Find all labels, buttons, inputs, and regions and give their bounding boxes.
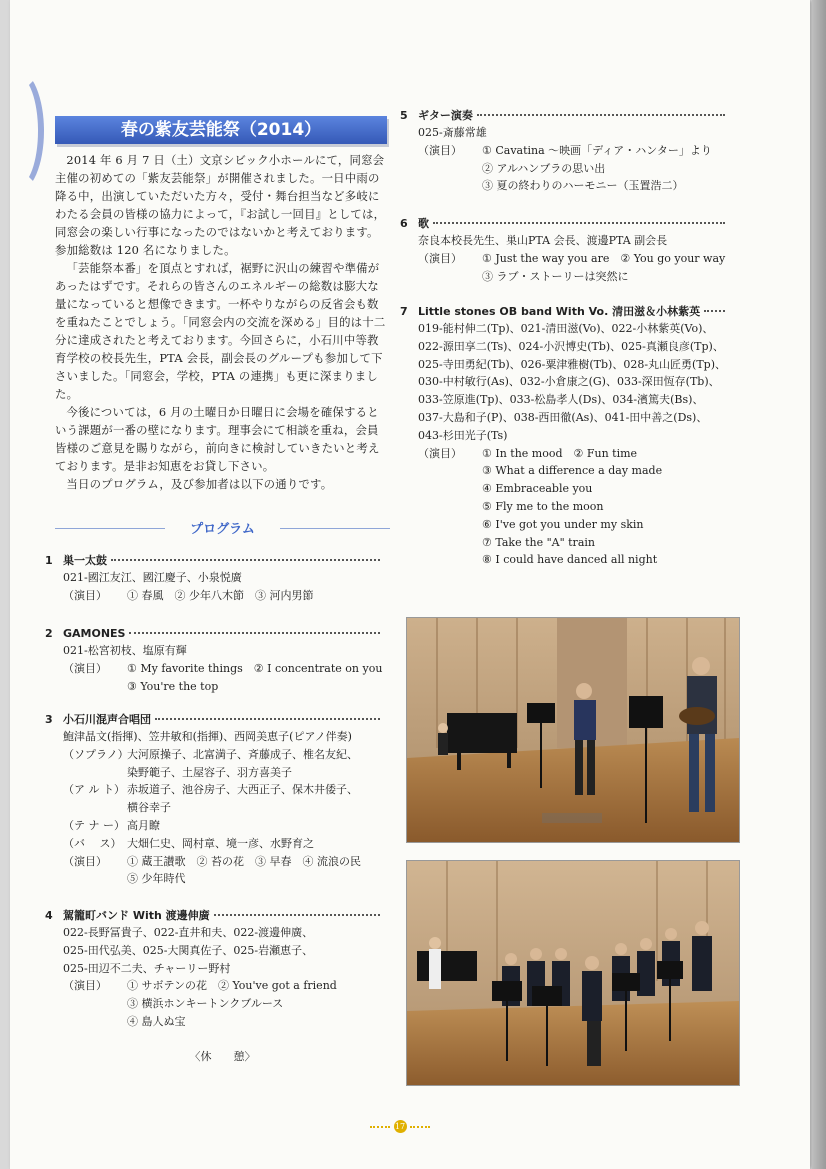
section-title: 駕籠町バンド With 渡邊伸廣 (63, 909, 210, 922)
section-line (63, 781, 380, 799)
section-body (45, 569, 380, 605)
section-line (418, 177, 725, 195)
section-line (418, 356, 725, 374)
section-line (63, 764, 380, 782)
section-number: 5 (400, 109, 408, 122)
section-line (418, 232, 725, 250)
section-header (45, 626, 380, 642)
section-dot-leader (704, 310, 725, 316)
program-heading (55, 518, 390, 538)
line-text: ④ 島人ぬ宝 (127, 1014, 186, 1028)
line-label: （演目） (63, 661, 107, 675)
section-line (418, 551, 725, 569)
section-line (63, 728, 380, 746)
line-text: 022-長野冨貴子、022-直井和夫、022-渡邊伸廣、 (63, 926, 314, 939)
line-text: 鮑津晶文(指揮)、笠井敏和(指揮)、西岡美恵子(ピアノ伴奏) (63, 730, 352, 743)
section-line (418, 516, 725, 534)
article-body (55, 151, 390, 493)
line-text: ① 蔵王讃歌 ② 苔の花 ③ 早春 ④ 流浪の民 (127, 854, 361, 868)
article-paragraph: 2014 年 6 月 7 日（土）文京シビック小ホールにて，同窓会主催の初めての「紫友芸能祭」が開催されました。一日中雨の降る中，出演していただいた方々，受付・舞台担当など多岐にわたる会員の皆様の協力によって，『お試し一回目』としては，同窓会の楽しい行事になったのではないかと考えております。参加総数は 120 名になりました。 (55, 153, 386, 257)
line-text: 025-田代弘美、025-大関真佐子、025-岩瀬恵子、 (63, 943, 314, 957)
section-header (400, 216, 725, 232)
line-text: 赤坂道子、池谷房子、大西正子、保木井倭子、 (127, 783, 358, 797)
program-section (400, 304, 725, 569)
section-header (45, 908, 380, 924)
program-section (45, 626, 383, 695)
article-paragraph: 今後については，6 月の土曜日か日曜日に会場を確保するという課題が一番の壁になります。理事会にて相談を重ね，会員皆様のご意見を賜りながら，前向きに検討していきたいと考えております。是非お知恵をお貸し下さい。 (55, 405, 380, 473)
section-number: 1 (45, 554, 53, 567)
section-title: Little stones OB band With Vo. 清田滋＆小林紫英 (418, 305, 701, 318)
page-decoration (0, 70, 44, 192)
section-title: 巣一太鼓 (63, 554, 107, 567)
section-dot-leader (214, 914, 380, 920)
intermission-label: 〈休 憩〉 (189, 1050, 256, 1063)
line-label: （演目） (63, 979, 107, 993)
section-body (45, 728, 380, 888)
line-text: 021-國江友江、國江慶子、小泉悦廣 (63, 571, 242, 584)
line-label: （ア ル ト） (63, 783, 125, 797)
line-text: ⑤ 少年時代 (127, 872, 186, 886)
section-line (418, 160, 725, 178)
section-body (45, 924, 380, 1031)
line-label: （演目） (63, 854, 107, 868)
section-number: 7 (400, 305, 408, 318)
section-line (418, 409, 725, 427)
section-line (63, 678, 380, 696)
line-text: ⑧ I could have danced all night (482, 553, 658, 567)
line-text: ③ What a difference a day made (482, 464, 663, 478)
line-text: 030-中村敏行(As)、032-小倉康之(G)、033-深田恆存(Tb)、 (418, 375, 720, 389)
page-number: 17 (394, 1122, 406, 1131)
section-line (418, 124, 725, 142)
line-text: 染野範子、土屋容子、羽方喜美子 (127, 765, 292, 779)
section-body (400, 232, 725, 285)
program-section (400, 216, 725, 285)
line-label: （ソプラノ） (63, 747, 129, 761)
line-text: 大畑仁史、岡村章、境一彦、水野育之 (127, 836, 314, 850)
section-number: 4 (45, 909, 53, 922)
line-label: （演目） (418, 251, 462, 265)
section-body (400, 124, 725, 195)
line-text: ③ 横浜ホンキートンクブルース (127, 997, 284, 1011)
footer-dots-right (410, 1126, 430, 1128)
line-text: 025-斎藤常雄 (418, 126, 487, 139)
line-text: 奈良本校長先生、巣山PTA 会長、渡邊PTA 副会長 (418, 234, 668, 247)
section-line (418, 480, 725, 498)
line-text: 043-杉田光子(Ts) (418, 428, 508, 442)
line-text: 033-笠原進(Tp)、033-松島孝人(Ds)、034-濱篤夫(Bs)、 (418, 393, 704, 407)
stage-photo-vocalists-image (407, 618, 739, 842)
section-line (418, 268, 725, 286)
stage-photo-big-band-image (407, 861, 739, 1085)
section-body (400, 320, 725, 569)
section-dot-leader (477, 114, 725, 120)
section-line (63, 960, 380, 978)
section-title: 小石川混声合唱団 (63, 713, 151, 726)
line-text: ① Cavatina ～映画「ディア・ハンター」より (482, 143, 712, 157)
section-line (63, 746, 380, 764)
line-text: 高月瞭 (127, 818, 160, 832)
footer-dots-left (370, 1126, 390, 1128)
section-dot-leader (111, 559, 380, 565)
line-text: 037-大島和子(P)、038-西田徹(As)、041-田中善之(Ds)、 (418, 410, 708, 424)
article-paragraph: 「芸能祭本番」を頂点とすれば，裾野に沢山の練習や準備があったはずです。それらの皆さんのエネルギーの総数は膨大な量になっていると想像できます。一杯やりながらの反省会も数を重ねたことでしょう。「同窓会内の交流を深める」目的は十二分に達成されたと考えております。今回さらに，小石川中等教育学校の校長先生，PTA 会長，副会長のグループも参加して下さいました。「同窓会，学校，PTA の連携」も更に深まりました。 (55, 261, 386, 401)
section-line (418, 142, 725, 160)
page (10, 0, 810, 1169)
article-title: 春の紫友芸能祭（2014） (55, 116, 387, 144)
line-text: ④ Embraceable you (482, 482, 593, 496)
section-dot-leader (155, 718, 380, 724)
line-label: （演目） (63, 588, 107, 602)
section-line (63, 942, 380, 960)
line-text: ③ ラブ・ストーリーは突然に (482, 269, 629, 283)
line-text: 大河原操子、北富満子、斉藤成子、椎名友紀、 (127, 747, 358, 761)
program-heading-label: プログラム (190, 522, 255, 537)
line-text: 横谷幸子 (127, 801, 171, 815)
line-text: ① Just the way you are ② You go your way (482, 251, 726, 265)
section-body (45, 642, 383, 695)
section-line (418, 427, 725, 445)
section-title: ギター演奏 (418, 109, 473, 122)
section-line (63, 924, 380, 942)
section-line (418, 320, 725, 338)
section-line (418, 373, 725, 391)
section-line (418, 498, 725, 516)
line-text: ③ 夏の終わりのハーモニー（玉置浩二） (482, 179, 684, 193)
line-text: ① サボテンの花 ② You've got a friend (127, 979, 337, 993)
section-line (63, 642, 380, 660)
section-line (63, 817, 380, 835)
line-label: （演目） (418, 143, 462, 157)
line-label: （演目） (418, 446, 462, 460)
program-section (45, 908, 380, 1031)
line-text: 022-源田享二(Ts)、024-小沢博史(Tb)、025-真瀬良彦(Tp)、 (418, 339, 724, 353)
line-text: ① 春風 ② 少年八木節 ③ 河内男節 (127, 588, 314, 602)
line-text: ⑤ Fly me to the moon (482, 499, 604, 513)
section-line (63, 587, 380, 605)
program-section (45, 553, 380, 605)
section-line (63, 977, 380, 995)
section-line (418, 462, 725, 480)
section-number: 2 (45, 627, 53, 640)
section-line (63, 853, 380, 871)
line-text: ① My favorite things ② I concentrate on you (127, 661, 383, 675)
section-line (418, 250, 725, 268)
section-line (63, 835, 380, 853)
program-section (400, 108, 725, 195)
page-footer (365, 1120, 435, 1136)
line-text: ⑦ Take the "A" train (482, 535, 595, 549)
section-header (400, 108, 725, 124)
section-line (63, 995, 380, 1013)
line-text: 025-田辺不二夫、チャーリー野村 (63, 961, 231, 975)
section-number: 6 (400, 217, 408, 230)
section-header (45, 712, 380, 728)
section-line (63, 799, 380, 817)
section-line (418, 338, 725, 356)
section-line (63, 569, 380, 587)
section-number: 3 (45, 713, 53, 726)
section-header (45, 553, 380, 569)
book-spine-edge (812, 0, 826, 1169)
section-line (418, 445, 725, 463)
line-text: 019-能村伸二(Tp)、021-清田滋(Vo)、022-小林紫英(Vo)、 (418, 322, 714, 335)
section-line (63, 660, 383, 678)
section-title: 歌 (418, 217, 429, 230)
stage-photo-vocalists (406, 617, 740, 843)
section-dot-leader (433, 222, 725, 228)
section-header (400, 304, 725, 320)
stage-photo-big-band (406, 860, 740, 1086)
article-paragraph: 当日のプログラム，及び参加者は以下の通りです。 (66, 477, 333, 491)
section-title: GAMONES (63, 627, 126, 640)
program-section (45, 712, 380, 888)
section-line (63, 870, 380, 888)
line-text: 025-寺田勇紀(Tb)、026-粟津雅樹(Tb)、028-丸山匠勇(Tp)、 (418, 357, 727, 371)
line-text: ③ You're the top (127, 679, 219, 693)
line-text: ② アルハンブラの思い出 (482, 161, 606, 175)
line-label: （テ ナ ー） (63, 818, 125, 832)
line-text: ⑥ I've got you under my skin (482, 517, 644, 531)
line-text: 021-松宮初枝、塩原有輝 (63, 644, 187, 657)
line-text: ① In the mood ② Fun time (482, 446, 638, 460)
line-label: （バ ス） (63, 836, 122, 850)
section-dot-leader (129, 632, 380, 638)
section-line (63, 1013, 380, 1031)
section-line (418, 534, 725, 552)
section-line (418, 391, 725, 409)
